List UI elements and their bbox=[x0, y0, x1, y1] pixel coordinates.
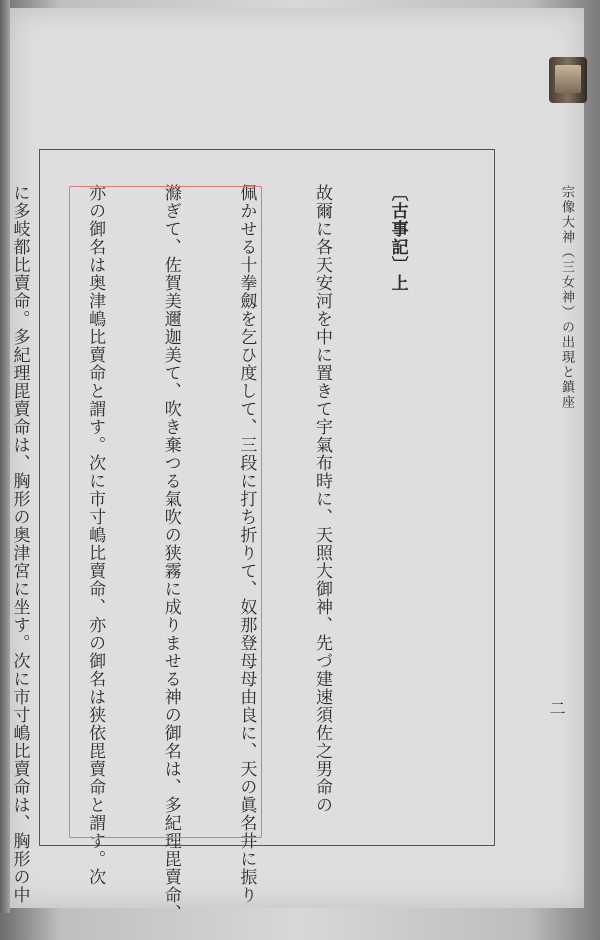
text-column: 佩かせる十拳劔を乞ひ度して、三段に打ち折りて、奴那登母母由良に、天の眞名井に振り bbox=[236, 184, 257, 904]
highlight-annotation-box bbox=[69, 184, 262, 922]
section-heading-kojiki: 〔古事記〕上 bbox=[387, 184, 408, 292]
page-number: 二 bbox=[547, 700, 566, 717]
text-column: 故爾に各天安河を中に置きて宇氣布時に、天照大御神、先づ建速須佐之男命の bbox=[311, 184, 332, 814]
text-column: 亦の御名は奥津嶋比賣命と謂す。次に市寸嶋比賣命、亦の御名は狭依毘賣命と謂す。次 bbox=[85, 184, 106, 886]
binder-clip bbox=[549, 57, 587, 103]
text-column: に多岐都比賣命。多紀理毘賣命は、胸形の奥津宮に坐す。次に市寸嶋比賣命は、胸形の中 bbox=[9, 184, 30, 904]
text-column: 滌ぎて、佐賀美邇迦美て、吹き棄つる氣吹の狭霧に成りませる神の御名は、多紀理毘賣命、 bbox=[160, 184, 181, 922]
running-title: 宗像大神（三女神）の出現と鎮座 bbox=[559, 185, 574, 410]
